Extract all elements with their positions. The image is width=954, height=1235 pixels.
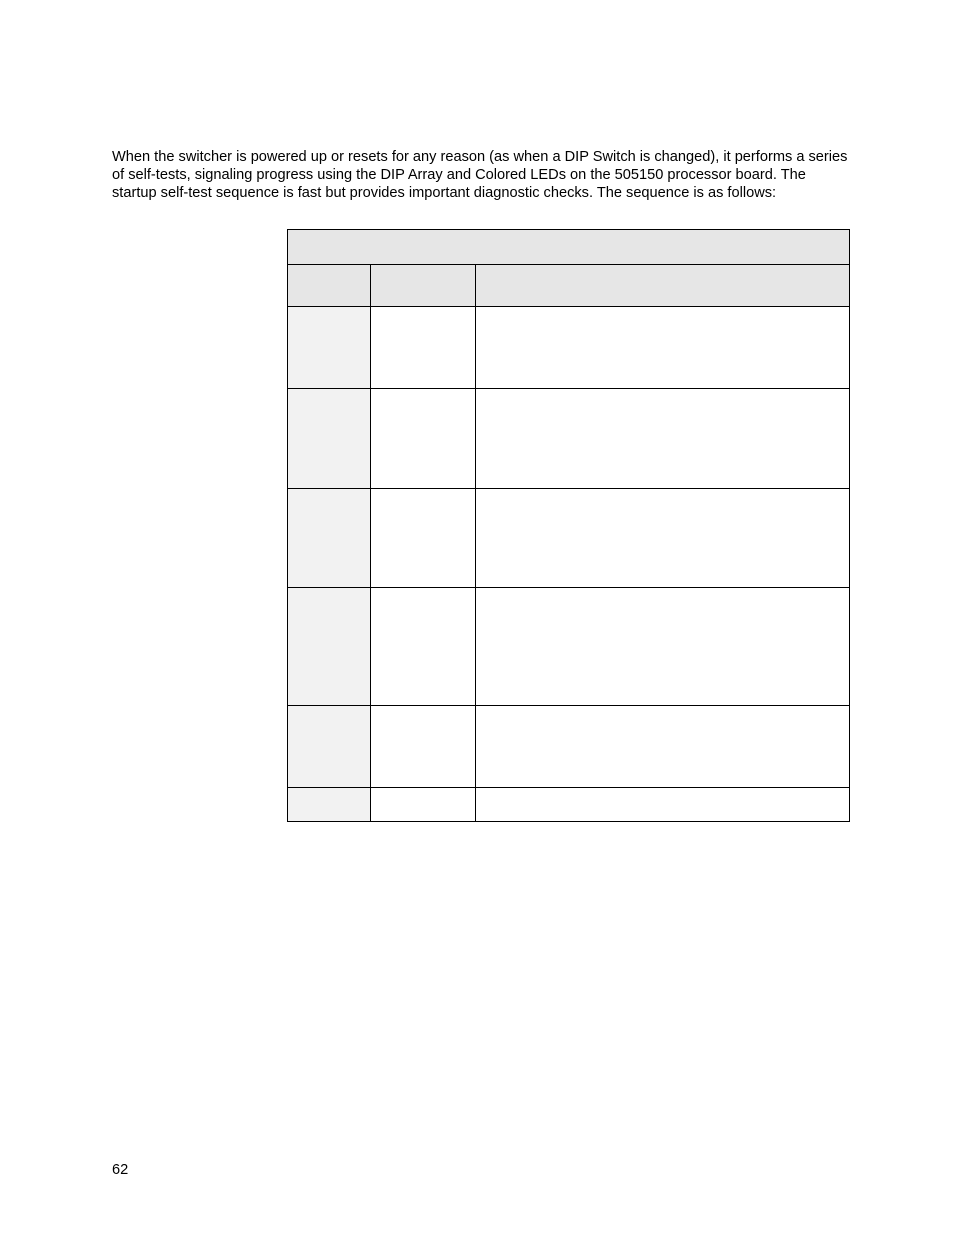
table-row: [288, 489, 850, 588]
table-cell: [476, 706, 850, 788]
table-row: [288, 588, 850, 706]
table-cell: [371, 706, 476, 788]
table-header-row: [288, 265, 850, 307]
table-cell: [288, 706, 371, 788]
table-row: [288, 706, 850, 788]
intro-paragraph: When the switcher is powered up or resets for any reason (as when a DIP Switch is changed), it performs a series of self-tests, signaling progress using the DIP Array and Colored LEDs on the 505150 processor board. The startup self-test sequence is fast but provides important diagnostic checks. The sequence is as follows:: [112, 149, 848, 201]
table-cell: [371, 588, 476, 706]
self-test-sequence-table: [287, 229, 850, 822]
table-cell: [371, 307, 476, 389]
table-cell: [371, 489, 476, 588]
table-cell: [476, 389, 850, 489]
page-number: 62: [112, 1162, 129, 1178]
table-cell: [288, 788, 371, 822]
table-row: [288, 389, 850, 489]
table-title: [288, 230, 850, 265]
table-cell: [371, 389, 476, 489]
table-row: [288, 307, 850, 389]
table-cell: [371, 788, 476, 822]
header-cell-indicator: [371, 265, 476, 307]
table-cell: [476, 307, 850, 389]
table-cell: [288, 489, 371, 588]
table-cell: [476, 788, 850, 822]
table-title-row: [288, 230, 850, 265]
header-cell-step: [288, 265, 371, 307]
table-cell: [476, 588, 850, 706]
table-cell: [288, 588, 371, 706]
table-cell: [476, 489, 850, 588]
table-cell: [288, 307, 371, 389]
table-row: [288, 788, 850, 822]
header-cell-description: [476, 265, 850, 307]
table-cell: [288, 389, 371, 489]
